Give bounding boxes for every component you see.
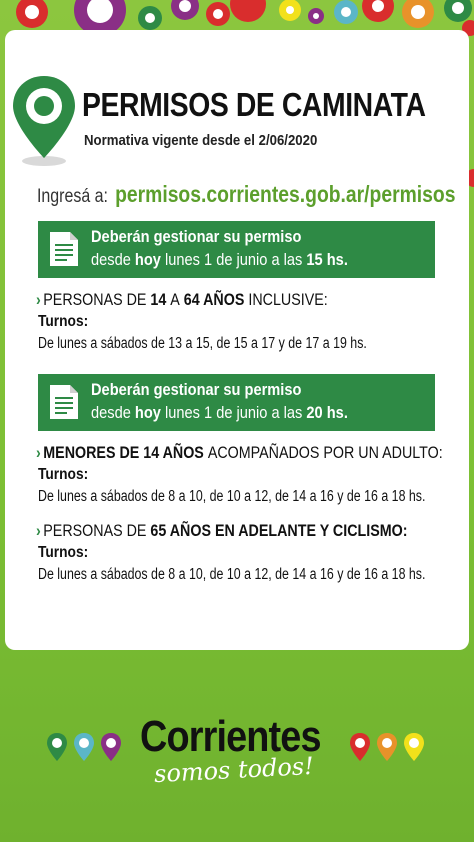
red-pin-icon (349, 732, 371, 762)
turnos-label: Turnos: (38, 313, 89, 330)
brand-logo (140, 712, 350, 789)
website-row (37, 181, 455, 208)
map-pin-icon (10, 74, 78, 168)
turnos-schedule: De lunes a sábados de 8 a 10, de 10 a 12, de 14 a 16 y de 16 a 18 hs. (38, 488, 426, 505)
yellow-pin-icon (403, 732, 425, 762)
banner-2-detail: desde hoy lunes 1 de junio a las 20 hs. (91, 403, 348, 422)
brand-name: Corrientes (140, 712, 321, 761)
document-icon (48, 230, 80, 268)
section-adults-heading: › PERSONAS DE 14 A 64 AÑOS INCLUSIVE: (36, 290, 328, 309)
blue-pin-icon (73, 732, 95, 762)
turnos-schedule: De lunes a sábados de 13 a 15, de 15 a 17 y de 17 a 19 hs. (38, 335, 367, 352)
permit-banner-2 (38, 374, 435, 431)
website-link[interactable]: permisos.corrientes.gob.ar/permisos (115, 181, 456, 207)
page-subtitle: Normativa vigente desde el 2/06/2020 (84, 132, 318, 149)
website-label: Ingresá a: (37, 186, 108, 207)
green-pin-icon (46, 732, 68, 762)
chevron-right-icon: › (36, 290, 41, 309)
document-icon (48, 383, 80, 421)
page-title: PERMISOS DE CAMINATA (82, 86, 426, 123)
section-minors-heading: › MENORES DE 14 AÑOS ACOMPAÑADOS POR UN ADULTO: (36, 443, 443, 462)
section-seniors (36, 521, 474, 584)
turnos-schedule: De lunes a sábados de 8 a 10, de 10 a 12, de 14 a 16 y de 16 a 18 hs. (38, 566, 426, 583)
banner-1-heading: Deberán gestionar su permiso (91, 227, 302, 246)
chevron-right-icon: › (36, 521, 41, 540)
turnos-label: Turnos: (38, 466, 89, 483)
section-adults (36, 290, 449, 353)
brand-tagline: somos todos! (153, 751, 315, 789)
section-minors (36, 443, 474, 506)
banner-2-heading: Deberán gestionar su permiso (91, 380, 302, 399)
section-seniors-heading: › PERSONAS DE 65 AÑOS EN ADELANTE Y CICLISMO: (36, 521, 408, 540)
permit-banner-1 (38, 221, 435, 278)
banner-1-detail: desde hoy lunes 1 de junio a las 15 hs. (91, 250, 348, 269)
chevron-right-icon: › (36, 443, 41, 462)
orange-pin-icon (376, 732, 398, 762)
turnos-label: Turnos: (38, 544, 89, 561)
purple-pin-icon (100, 732, 122, 762)
